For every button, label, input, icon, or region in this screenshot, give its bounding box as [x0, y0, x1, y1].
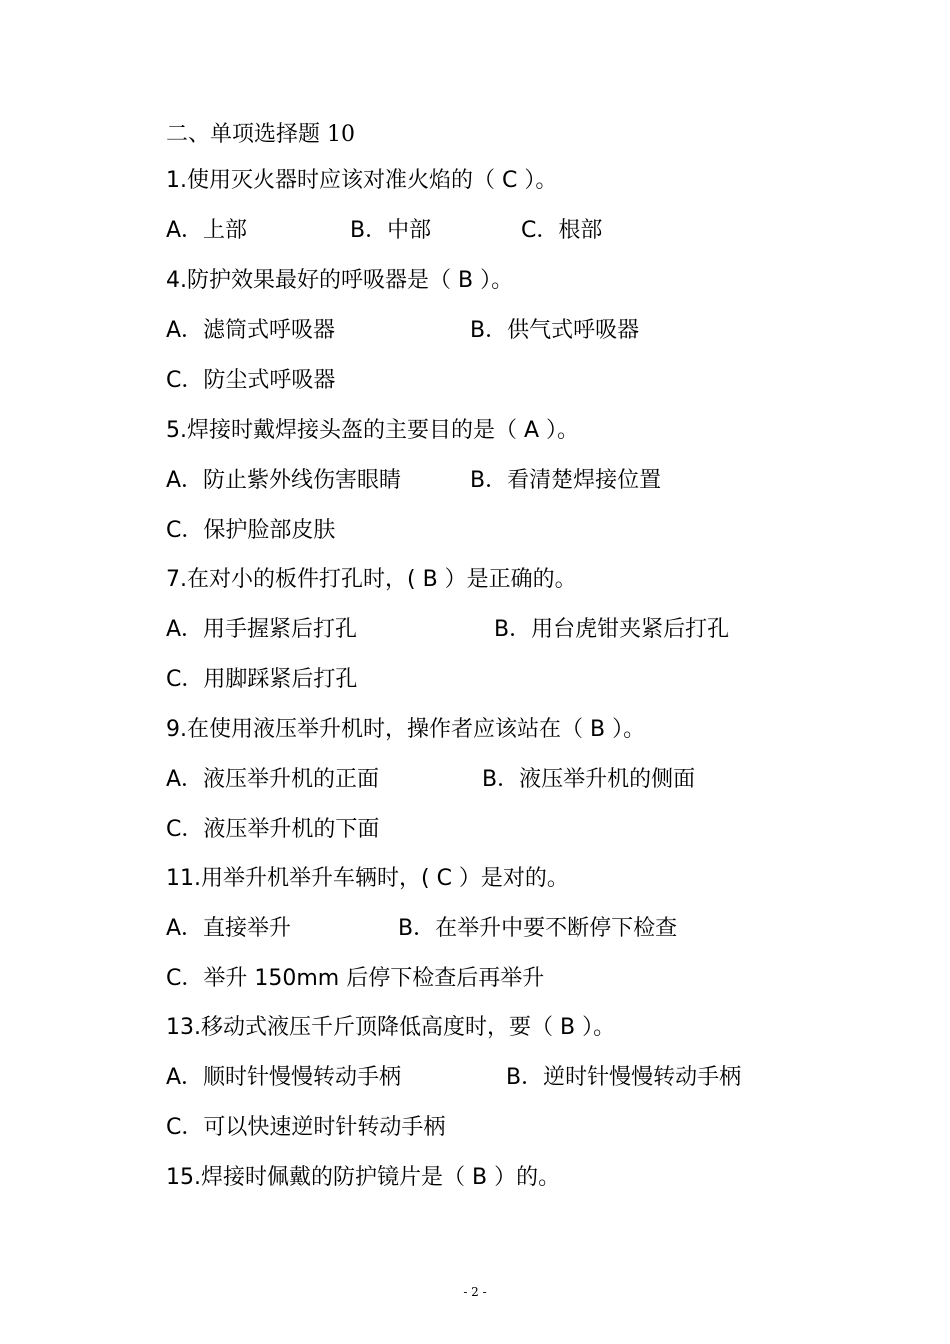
option-c: C．可以快速逆时针转动手柄: [166, 1115, 446, 1140]
option-b: B．用台虎钳夹紧后打孔: [494, 617, 730, 642]
option-a: A．上部: [166, 218, 248, 243]
option-b: B．液压举升机的侧面: [482, 767, 696, 792]
question-stem: 11.用举升机举升车辆时，( C ）是对的。: [166, 866, 569, 891]
option-c: C．保护脸部皮肤: [166, 518, 336, 543]
question-stem: 5.焊接时戴焊接头盔的主要目的是（ A ）。: [166, 418, 580, 443]
section-title: 二、单项选择题 10: [166, 122, 355, 147]
option-a: A．滤筒式呼吸器: [166, 318, 336, 343]
option-c: C．防尘式呼吸器: [166, 368, 336, 393]
option-b: B．看清楚焊接位置: [470, 468, 662, 493]
option-b: B．逆时针慢慢转动手柄: [506, 1065, 742, 1090]
option-c: C．用脚踩紧后打孔: [166, 667, 358, 692]
option-a: A．直接举升: [166, 916, 292, 941]
question-stem: 1.使用灭火器时应该对准火焰的（ C ）。: [166, 168, 558, 193]
option-c: C．举升 150mm 后停下检查后再举升: [166, 966, 545, 991]
option-a: A．液压举升机的正面: [166, 767, 380, 792]
page-number: - 2 -: [463, 1285, 487, 1299]
question-stem: 15.焊接时佩戴的防护镜片是（ B ）的。: [166, 1165, 561, 1190]
question-stem: 4.防护效果最好的呼吸器是（ B ）。: [166, 268, 514, 293]
option-b: B．中部: [350, 218, 432, 243]
option-b: B．在举升中要不断停下检查: [398, 916, 678, 941]
option-c: C．根部: [521, 218, 603, 243]
option-a: A．用手握紧后打孔: [166, 617, 358, 642]
question-stem: 9.在使用液压举升机时，操作者应该站在（ B ）。: [166, 717, 646, 742]
option-c: C．液压举升机的下面: [166, 817, 380, 842]
question-stem: 13.移动式液压千斤顶降低高度时，要（ B ）。: [166, 1015, 616, 1040]
option-a: A．顺时针慢慢转动手柄: [166, 1065, 402, 1090]
option-a: A．防止紫外线伤害眼睛: [166, 468, 402, 493]
question-stem: 7.在对小的板件打孔时，( B ）是正确的。: [166, 567, 577, 592]
option-b: B．供气式呼吸器: [470, 318, 640, 343]
